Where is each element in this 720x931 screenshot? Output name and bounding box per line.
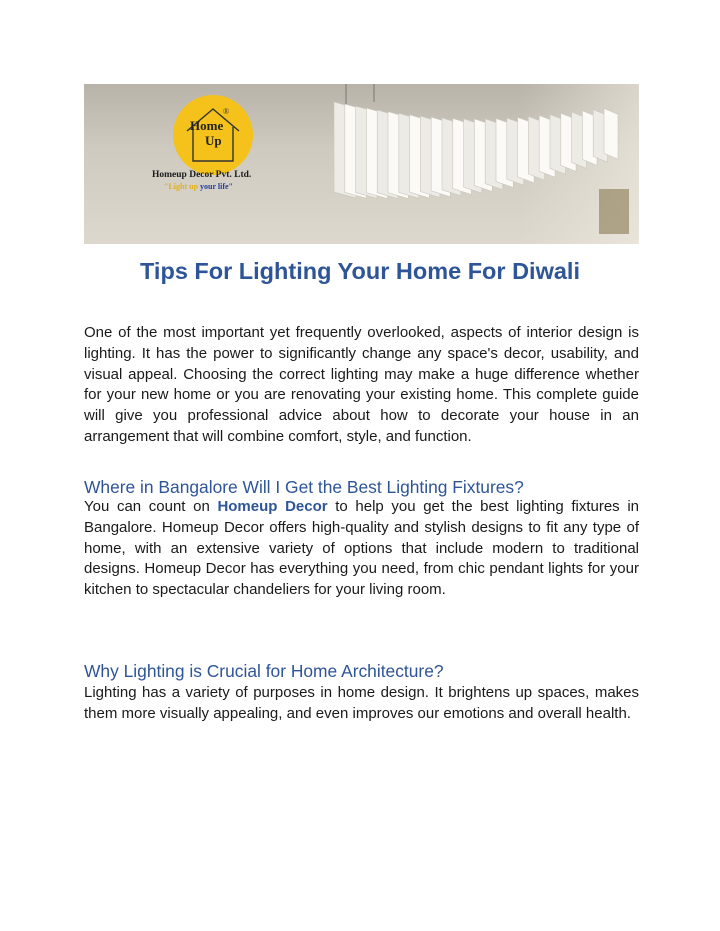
section-paragraph-home-architecture: Lighting has a variety of purposes in home design. It brightens up spaces, makes them more visually appealing, and even improves our emotions and overall health. — [84, 684, 639, 722]
tagline-part-2: your life" — [200, 182, 233, 191]
text-after-link: to help you get the best lighting fixtures in Bangalore. Homeup Decor offers high-quality and stylish designs to fit any type of home, with an extensive variety of options that include modern to traditional designs. Homeup Decor has everything you need, from chic pendant lights for your kitchen to spectacular chandeliers for your living room. — [84, 498, 639, 599]
hero-banner-image — [84, 84, 639, 244]
section-paragraph-lighting-fixtures — [84, 497, 639, 601]
company-tagline — [164, 182, 233, 191]
company-name: Homeup Decor Pvt. Ltd. — [152, 170, 252, 180]
tagline-part-1: "Light up — [164, 182, 201, 191]
logo-word-home: Home — [190, 118, 224, 133]
text-before-link: You can count on — [84, 498, 218, 515]
section-heading-home-architecture: Why Lighting is Crucial for Home Architecture? — [84, 661, 444, 681]
article-title: Tips For Lighting Your Home For Diwali — [140, 258, 580, 284]
section-heading-lighting-fixtures: Where in Bangalore Will I Get the Best Lighting Fixtures? — [84, 477, 524, 497]
homeup-decor-link[interactable]: Homeup Decor — [217, 498, 328, 515]
registered-mark: ® — [223, 107, 230, 116]
logo-word-up: Up — [205, 133, 222, 148]
lamp-fin — [604, 108, 618, 159]
intro-paragraph: One of the most important yet frequently overlooked, aspects of interior design is lighting. It has the power to significantly change any space's decor, usability, and visual appeal. Choosing the correct lighting may make a huge difference whether for your new home or you are renovating your existing home. This complete guide will give you professional advice about how to decorate your house in an arrangement that will combine comfort, style, and function. — [84, 324, 639, 445]
pendant-lamp-illustration — [84, 84, 639, 244]
